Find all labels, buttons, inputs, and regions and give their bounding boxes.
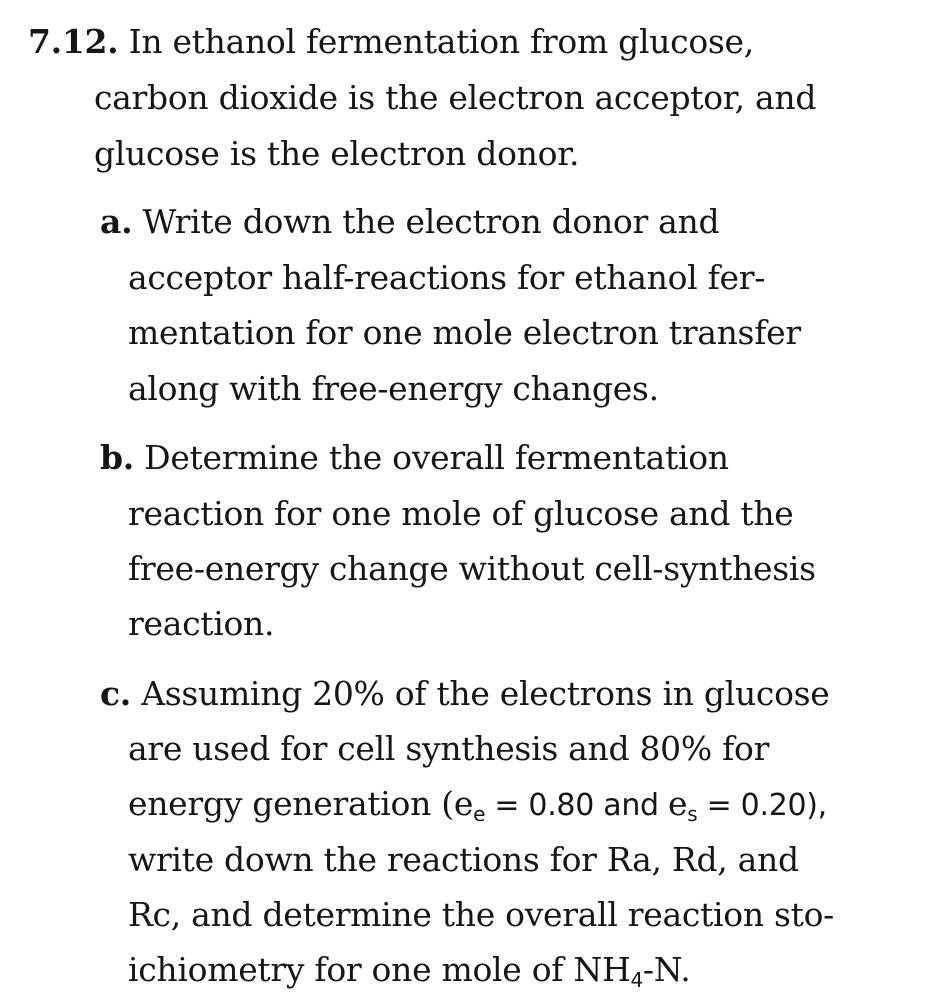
part-a-text-1: Write down the electron donor and [142, 202, 720, 241]
part-c-line-6-pre: ichiometry for one mole of NH [128, 950, 631, 989]
part-c-line-6-post: -N. [642, 950, 691, 989]
part-b-line-3: free-energy change without cell-synthesis [128, 549, 816, 588]
part-c-text-1: Assuming 20% of the electrons in glucose [141, 674, 830, 713]
part-c-label: c. [100, 674, 131, 713]
efficiency-e-symbol: e [453, 784, 474, 823]
problem-intro-line-2: carbon dioxide is the electron acceptor, and [94, 78, 817, 117]
problem-intro-line-3: glucose is the electron donor. [94, 134, 580, 173]
part-c-line-5: Rc, and determine the overall reaction sto- [128, 895, 835, 934]
efficiency-s-value: = 0.20), [697, 788, 827, 823]
part-a-label: a. [100, 202, 133, 241]
efficiency-e-value: = 0.80 and [485, 788, 669, 823]
efficiency-s-subscript: s [687, 802, 698, 826]
efficiency-e-subscript: e [473, 802, 486, 826]
problem-intro-line-1 [28, 22, 754, 62]
part-c-line-6 [128, 950, 690, 990]
part-c-line-3 [128, 784, 827, 826]
part-b-line-1 [100, 438, 729, 478]
part-a-line-3: mentation for one mole electron transfer [128, 313, 801, 352]
part-c-line-4: write down the reactions for Ra, Rd, and [128, 840, 799, 879]
part-b-label: b. [100, 438, 134, 477]
part-b-line-4: reaction. [128, 604, 275, 643]
part-c-line-1 [100, 674, 830, 714]
part-c-line-2: are used for cell synthesis and 80% for [128, 729, 770, 768]
part-b-line-2: reaction for one mole of glucose and the [128, 494, 794, 533]
part-c-line-3-pre: energy generation ( [128, 784, 454, 823]
problem-intro-text-1: In ethanol fermentation from glucose, [128, 22, 754, 61]
ammonium-subscript: 4 [630, 968, 643, 992]
part-b-text-1: Determine the overall fermentation [144, 438, 729, 477]
part-a-line-1 [100, 202, 719, 242]
problem-number: 7.12. [28, 22, 119, 61]
part-a-line-4: along with free-energy changes. [128, 369, 659, 408]
part-a-line-2: acceptor half-reactions for ethanol fer- [128, 258, 766, 297]
efficiency-s-symbol: e [668, 784, 688, 823]
